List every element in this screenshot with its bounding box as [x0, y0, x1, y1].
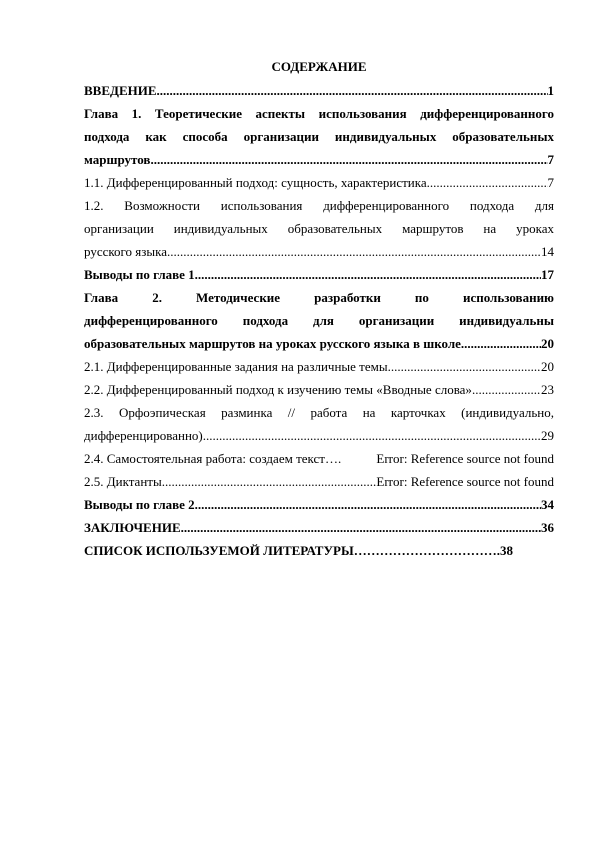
toc-entry-section-2-5[interactable]: [84, 470, 554, 493]
toc-entry-label-line: дифференцированно): [84, 428, 203, 443]
toc-leader-dots: ….: [324, 451, 342, 466]
toc-page-number: 23: [541, 382, 554, 397]
toc-leader-dots: [461, 332, 541, 355]
toc-leader-dots: [162, 470, 377, 493]
toc-entry-section-1-2[interactable]: [84, 194, 554, 263]
toc-page-number: 38: [499, 543, 513, 558]
toc-entry-label: Выводы по главе 2: [84, 497, 195, 512]
toc-entry-introduction[interactable]: [84, 79, 554, 102]
toc-entry-label-line: образовательных маршрутов на уроках русского языка в школе: [84, 336, 461, 351]
toc-entry-label-line: 2.3. Орфоэпическая разминка // работа на карточках (индивидуально,: [84, 405, 554, 420]
toc-entry-label-line: дифференцированного подхода для организации индивидуальны: [84, 313, 554, 328]
toc-leader-dots: [472, 378, 541, 401]
toc-entry-chapter-1[interactable]: [84, 102, 554, 171]
toc-entry-label-line: подхода как способа организации индивидуальных образовательных: [84, 129, 554, 144]
toc-entry-label: ВВЕДЕНИЕ: [84, 83, 157, 98]
toc-entry-label-line: маршрутов: [84, 152, 151, 167]
toc-entry-label-line: Глава 1. Теоретические аспекты использования дифференцированного: [84, 106, 554, 121]
toc-page-number: 7: [547, 152, 554, 167]
toc-entry-label-line: русского языка: [84, 244, 168, 259]
toc-page-number: 29: [541, 428, 554, 443]
toc-entry-label-line: Глава 2. Методические разработки по использованию: [84, 290, 554, 305]
toc-page-number: 20: [541, 336, 554, 351]
toc-leader-dots: [181, 516, 541, 539]
toc-page-number: 34: [541, 497, 554, 512]
toc-entry-label: 2.2. Дифференцированный подход к изучению темы «Вводные слова»: [84, 382, 472, 397]
table-of-contents: [84, 56, 554, 562]
toc-page-number: 1: [547, 83, 554, 98]
toc-page-number: 20: [541, 359, 554, 374]
toc-leader-dots: [195, 263, 541, 286]
toc-entry-conclusion[interactable]: [84, 516, 554, 539]
toc-entry-chapter-2[interactable]: [84, 286, 554, 355]
toc-entry-section-2-2[interactable]: [84, 378, 554, 401]
toc-leader-dots: [203, 424, 541, 447]
toc-page-number: 17: [541, 267, 554, 282]
toc-leader-dots: [195, 493, 541, 516]
toc-leader-dots: [150, 148, 547, 171]
toc-entry-label-line: организации индивидуальных образовательных маршрутов на уроках: [84, 221, 554, 236]
toc-entry-label-line: 1.2. Возможности использования дифференцированного подхода для: [84, 198, 554, 213]
toc-entry-label: Выводы по главе 1: [84, 267, 195, 282]
toc-entry-section-2-4[interactable]: [84, 447, 554, 470]
toc-leader-dots: [167, 240, 541, 263]
toc-entry-label: 2.5. Диктанты: [84, 474, 162, 489]
toc-entry-section-2-3[interactable]: [84, 401, 554, 447]
toc-leader-dots: …………………………….: [353, 543, 500, 558]
toc-page-number: 14: [541, 244, 554, 259]
toc-entry-section-1-1[interactable]: [84, 171, 554, 194]
toc-leader-dots: [427, 171, 548, 194]
toc-page-number: Error: Reference source not found: [376, 474, 554, 489]
toc-entry-label: 2.1. Дифференцированные задания на различные темы: [84, 359, 388, 374]
toc-page-number: 7: [547, 175, 554, 190]
toc-leader-dots: [388, 355, 541, 378]
toc-entry-conclusions-chapter-2[interactable]: [84, 493, 554, 516]
toc-entry-label: СПИСОК ИСПОЛЬЗУЕМОЙ ЛИТЕРАТУРЫ: [84, 543, 354, 558]
toc-title: СОДЕРЖАНИЕ: [271, 59, 367, 74]
toc-entry-label: 1.1. Дифференцированный подход: сущность, характеристика: [84, 175, 427, 190]
toc-entry-label: 2.4. Самостоятельная работа: создаем текст: [84, 451, 325, 466]
toc-leader-dots: [157, 79, 548, 102]
toc-entry-references[interactable]: [84, 539, 554, 562]
toc-entry-section-2-1[interactable]: [84, 355, 554, 378]
toc-entry-label: ЗАКЛЮЧЕНИЕ: [84, 520, 181, 535]
toc-page-number: 36: [541, 520, 554, 535]
toc-entry-conclusions-chapter-1[interactable]: [84, 263, 554, 286]
toc-page-number: Error: Reference source not found: [376, 451, 554, 466]
